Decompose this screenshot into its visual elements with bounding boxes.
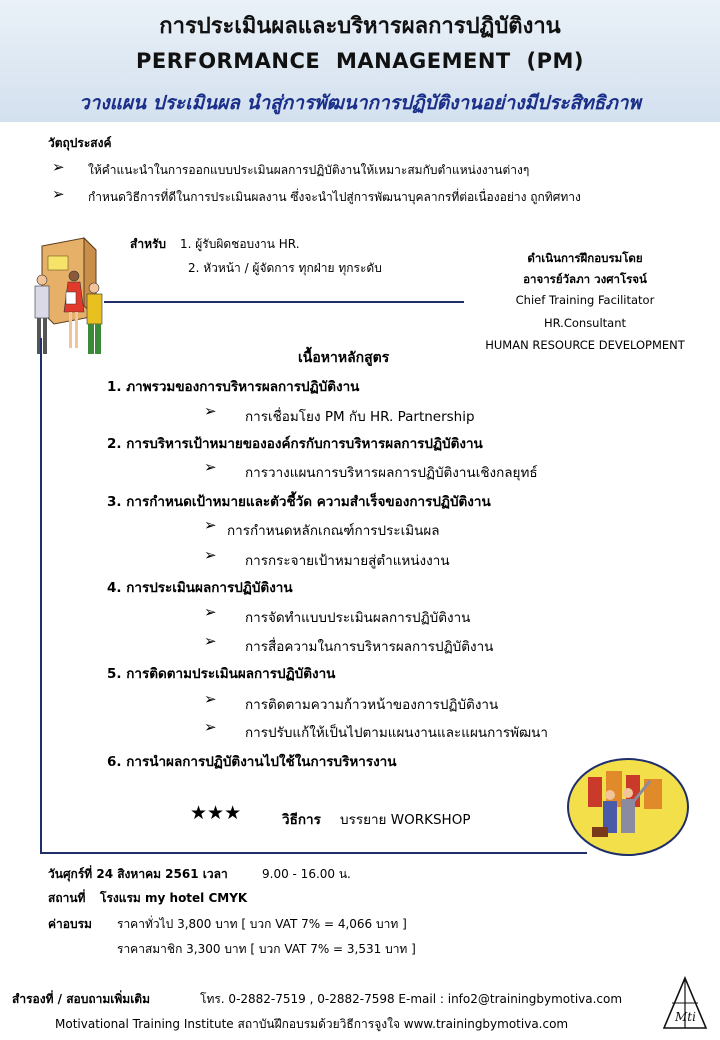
trainer-name: อาจารย์วัลภา วงศาโรจน์ <box>523 272 647 286</box>
arrow-bullet-icon: ➢ <box>52 158 65 176</box>
business-meeting-illustration <box>566 757 690 857</box>
method-value: บรรยาย WORKSHOP <box>340 812 471 828</box>
venue-value: โรงแรม my hotel CMYK <box>100 891 248 905</box>
course-section-title: 1. ภาพรวมของการบริหารผลการปฏิบัติงาน <box>107 379 360 395</box>
arrow-bullet-icon: ➢ <box>204 690 217 708</box>
course-item: การสื่อความในการบริหารผลการปฏิบัติงาน <box>245 639 494 655</box>
course-section-title: 2. การบริหารเป้าหมายขององค์กรกับการบริหารผลการปฏิบัติงาน <box>107 436 483 452</box>
arrow-bullet-icon: ➢ <box>204 718 217 736</box>
course-item: การปรับแก้ให้เป็นไปตามแผนงานและแผนการพัฒนา <box>245 725 548 741</box>
organization-line: Motivational Training Institute สถาบันฝึกอบรมด้วยวิธีการจูงใจ www.trainingbymotiva.com <box>55 1017 569 1031</box>
course-section-title: 6. การนำผลการปฏิบัติงานไปใช้ในการบริหารงาน <box>107 754 397 770</box>
audience-item: 1. ผู้รับผิดชอบงาน HR. <box>180 237 300 251</box>
page-tagline: วางแผน ประเมินผล นำสู่การพัฒนาการปฏิบัติงานอย่างมีประสิทธิภาพ <box>79 92 641 114</box>
arrow-bullet-icon: ➢ <box>204 402 217 420</box>
venue-label: สถานที่ <box>48 891 86 905</box>
time-value: 9.00 - 16.00 น. <box>262 867 351 881</box>
course-item: การกระจายเป้าหมายสู่ตำแหน่งงาน <box>245 553 450 569</box>
arrow-bullet-icon: ➢ <box>204 603 217 621</box>
course-section-title: 4. การประเมินผลการปฏิบัติงาน <box>107 580 293 596</box>
frame-bottom-line <box>40 852 587 854</box>
frame-top-line <box>104 301 464 303</box>
fee-member: ราคาสมาชิก 3,300 บาท [ บวก VAT 7% = 3,531 บาท ] <box>117 942 416 956</box>
objective-item: ให้คำแนะนำในการออกแบบประเมินผลการปฏิบัติงานให้เหมาะสมกับตำแหน่งงานต่างๆ <box>88 163 530 177</box>
page-subtitle: PERFORMANCE MANAGEMENT (PM) <box>135 49 585 73</box>
arrow-bullet-icon: ➢ <box>204 458 217 476</box>
page-title: การประเมินผลและบริหารผลการปฏิบัติงาน <box>159 14 561 39</box>
stars-icon: ★★★ <box>190 802 242 824</box>
trainer-title: Chief Training Facilitator <box>515 293 655 307</box>
trainer-department: HUMAN RESOURCE DEVELOPMENT <box>485 338 685 352</box>
fee-general: ราคาทั่วไป 3,800 บาท [ บวก VAT 7% = 4,066 บาท ] <box>117 917 407 931</box>
arrow-bullet-icon: ➢ <box>52 185 65 203</box>
mti-logo <box>662 975 708 1031</box>
arrow-bullet-icon: ➢ <box>204 516 217 534</box>
fee-label: ค่าอบรม <box>48 917 92 931</box>
audience-item: 2. หัวหน้า / ผู้จัดการ ทุกฝ่าย ทุกระดับ <box>188 261 382 275</box>
date-label: วันศุกร์ที่ 24 สิงหาคม 2561 เวลา <box>48 867 228 881</box>
svg-text:Mti: Mti <box>675 1010 696 1024</box>
header-banner <box>0 0 720 122</box>
arrow-bullet-icon: ➢ <box>204 632 217 650</box>
course-item: การเชื่อมโยง PM กับ HR. Partnership <box>245 409 475 425</box>
trainer-role: HR.Consultant <box>543 316 627 330</box>
course-item: การวางแผนการบริหารผลการปฏิบัติงานเชิงกลยุทธ์ <box>245 465 538 481</box>
trainer-line: ดำเนินการฝึกอบรมโดย <box>527 251 643 265</box>
contact-label: สำรองที่ / สอบถามเพิ่มเติม <box>12 992 151 1006</box>
contact-info: โทร. 0-2882-7519 , 0-2882-7598 E-mail : info2@trainingbymotiva.com <box>200 992 623 1006</box>
course-heading: เนื้อหาหลักสูตร <box>298 350 390 366</box>
course-section-title: 3. การกำหนดเป้าหมายและตัวชี้วัด ความสำเร็จของการปฏิบัติงาน <box>107 494 491 510</box>
course-item: การจัดทำแบบประเมินผลการปฏิบัติงาน <box>245 610 471 626</box>
arrow-bullet-icon: ➢ <box>204 546 217 564</box>
frame-left-line <box>40 338 42 853</box>
office-people-illustration <box>22 236 112 360</box>
course-section-title: 5. การติดตามประเมินผลการปฏิบัติงาน <box>107 666 336 682</box>
objective-item: กำหนดวิธีการที่ดีในการประเมินผลงาน ซึ่งจะนำไปสู่การพัฒนาบุคลากรที่ต่อเนื่องอย่าง ถูกทิศทาง <box>88 190 581 204</box>
audience-label: สำหรับ <box>130 237 167 251</box>
objectives-heading: วัตถุประสงค์ <box>48 136 112 150</box>
course-item: การกำหนดหลักเกณฑ์การประเมินผล <box>227 523 440 539</box>
method-label: วิธีการ <box>282 812 321 828</box>
course-item: การติดตามความก้าวหน้าของการปฏิบัติงาน <box>245 697 499 713</box>
